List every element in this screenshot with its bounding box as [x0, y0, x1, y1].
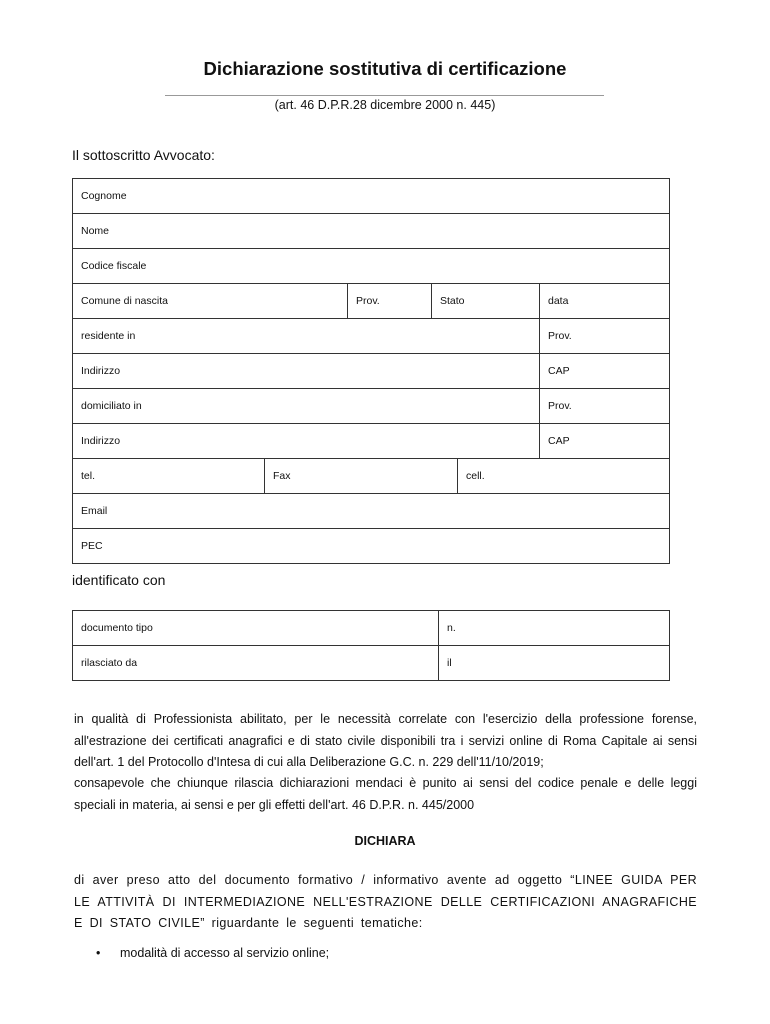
- declares-heading: DICHIARA: [354, 834, 416, 848]
- fax-field[interactable]: Fax: [265, 459, 458, 494]
- document-title: Dichiarazione sostitutiva di certificazione: [203, 58, 567, 79]
- personal-data-table: [72, 178, 670, 564]
- documento-tipo-field[interactable]: documento tipo: [73, 611, 439, 646]
- cell-field[interactable]: cell.: [458, 459, 670, 494]
- stato-field[interactable]: Stato: [432, 284, 540, 319]
- indirizzo-residenza-field[interactable]: Indirizzo: [73, 354, 540, 389]
- table-row: [73, 459, 670, 494]
- table-row: [73, 389, 670, 424]
- list-item: [96, 946, 329, 960]
- residente-in-field[interactable]: residente in: [73, 319, 540, 354]
- cognome-field[interactable]: Cognome: [73, 179, 670, 214]
- domiciliato-in-field[interactable]: domiciliato in: [73, 389, 540, 424]
- email-field[interactable]: Email: [73, 494, 670, 529]
- rilascio-data-field[interactable]: il: [439, 646, 670, 681]
- cap-domicilio-field[interactable]: CAP: [540, 424, 670, 459]
- prov-domicilio-field[interactable]: Prov.: [540, 389, 670, 424]
- identification-label: identificato con: [72, 572, 166, 588]
- table-row: [73, 424, 670, 459]
- list-item-text: modalità di accesso al servizio online;: [120, 946, 330, 960]
- rilasciato-da-field[interactable]: rilasciato da: [73, 646, 439, 681]
- table-row: [73, 529, 670, 564]
- table-row: [73, 214, 670, 249]
- table-row: [73, 354, 670, 389]
- table-row: [73, 284, 670, 319]
- intro-label: Il sottoscritto Avvocato:: [72, 147, 215, 163]
- bullet-icon: •: [96, 946, 101, 960]
- comune-nascita-field[interactable]: Comune di nascita: [73, 284, 348, 319]
- tel-field[interactable]: tel.: [73, 459, 265, 494]
- title-divider: [165, 95, 604, 96]
- data-nascita-field[interactable]: data: [540, 284, 670, 319]
- prov-residenza-field[interactable]: Prov.: [540, 319, 670, 354]
- identification-table: [72, 610, 670, 681]
- table-row: [73, 249, 670, 284]
- codice-fiscale-field[interactable]: Codice fiscale: [73, 249, 670, 284]
- table-row: [73, 611, 670, 646]
- cap-residenza-field[interactable]: CAP: [540, 354, 670, 389]
- liability-paragraph: consapevole che chiunque rilascia dichiarazioni mendaci è punito ai sensi del codice penale e delle leggi speciali in materia, ai sensi e per gli effetti dell'art. 46 D.P.R. n. 445/2000: [74, 776, 697, 812]
- table-row: [73, 179, 670, 214]
- document-subtitle: (art. 46 D.P.R.28 dicembre 2000 n. 445): [274, 98, 496, 112]
- table-row: [73, 646, 670, 681]
- prov-nascita-field[interactable]: Prov.: [348, 284, 432, 319]
- professional-qualification-paragraph: in qualità di Professionista abilitato, per le necessità correlate con l'esercizio della professione forense, all'estrazione dei certificati anagrafici e di stato civile disponibili tra i servizi online di Roma Capitale ai sensi dell'art. 1 del Protocollo d'Intesa di cui alla Deliberazione G.C. n. 229 dell'11/10/2019;: [74, 712, 697, 769]
- declaration-paragraph: di aver preso atto del documento formativo / informativo avente ad oggetto “LINEE GUIDA PER LE ATTIVITÀ DI INTERMEDIAZIONE NELL'ESTRAZIONE DELLE CERTIFICAZIONI ANAGRAFICHE E DI STATO CIVILE” riguardante le seguenti tematiche:: [74, 873, 697, 930]
- documento-numero-field[interactable]: n.: [439, 611, 670, 646]
- table-row: [73, 494, 670, 529]
- indirizzo-domicilio-field[interactable]: Indirizzo: [73, 424, 540, 459]
- table-row: [73, 319, 670, 354]
- pec-field[interactable]: PEC: [73, 529, 670, 564]
- nome-field[interactable]: Nome: [73, 214, 670, 249]
